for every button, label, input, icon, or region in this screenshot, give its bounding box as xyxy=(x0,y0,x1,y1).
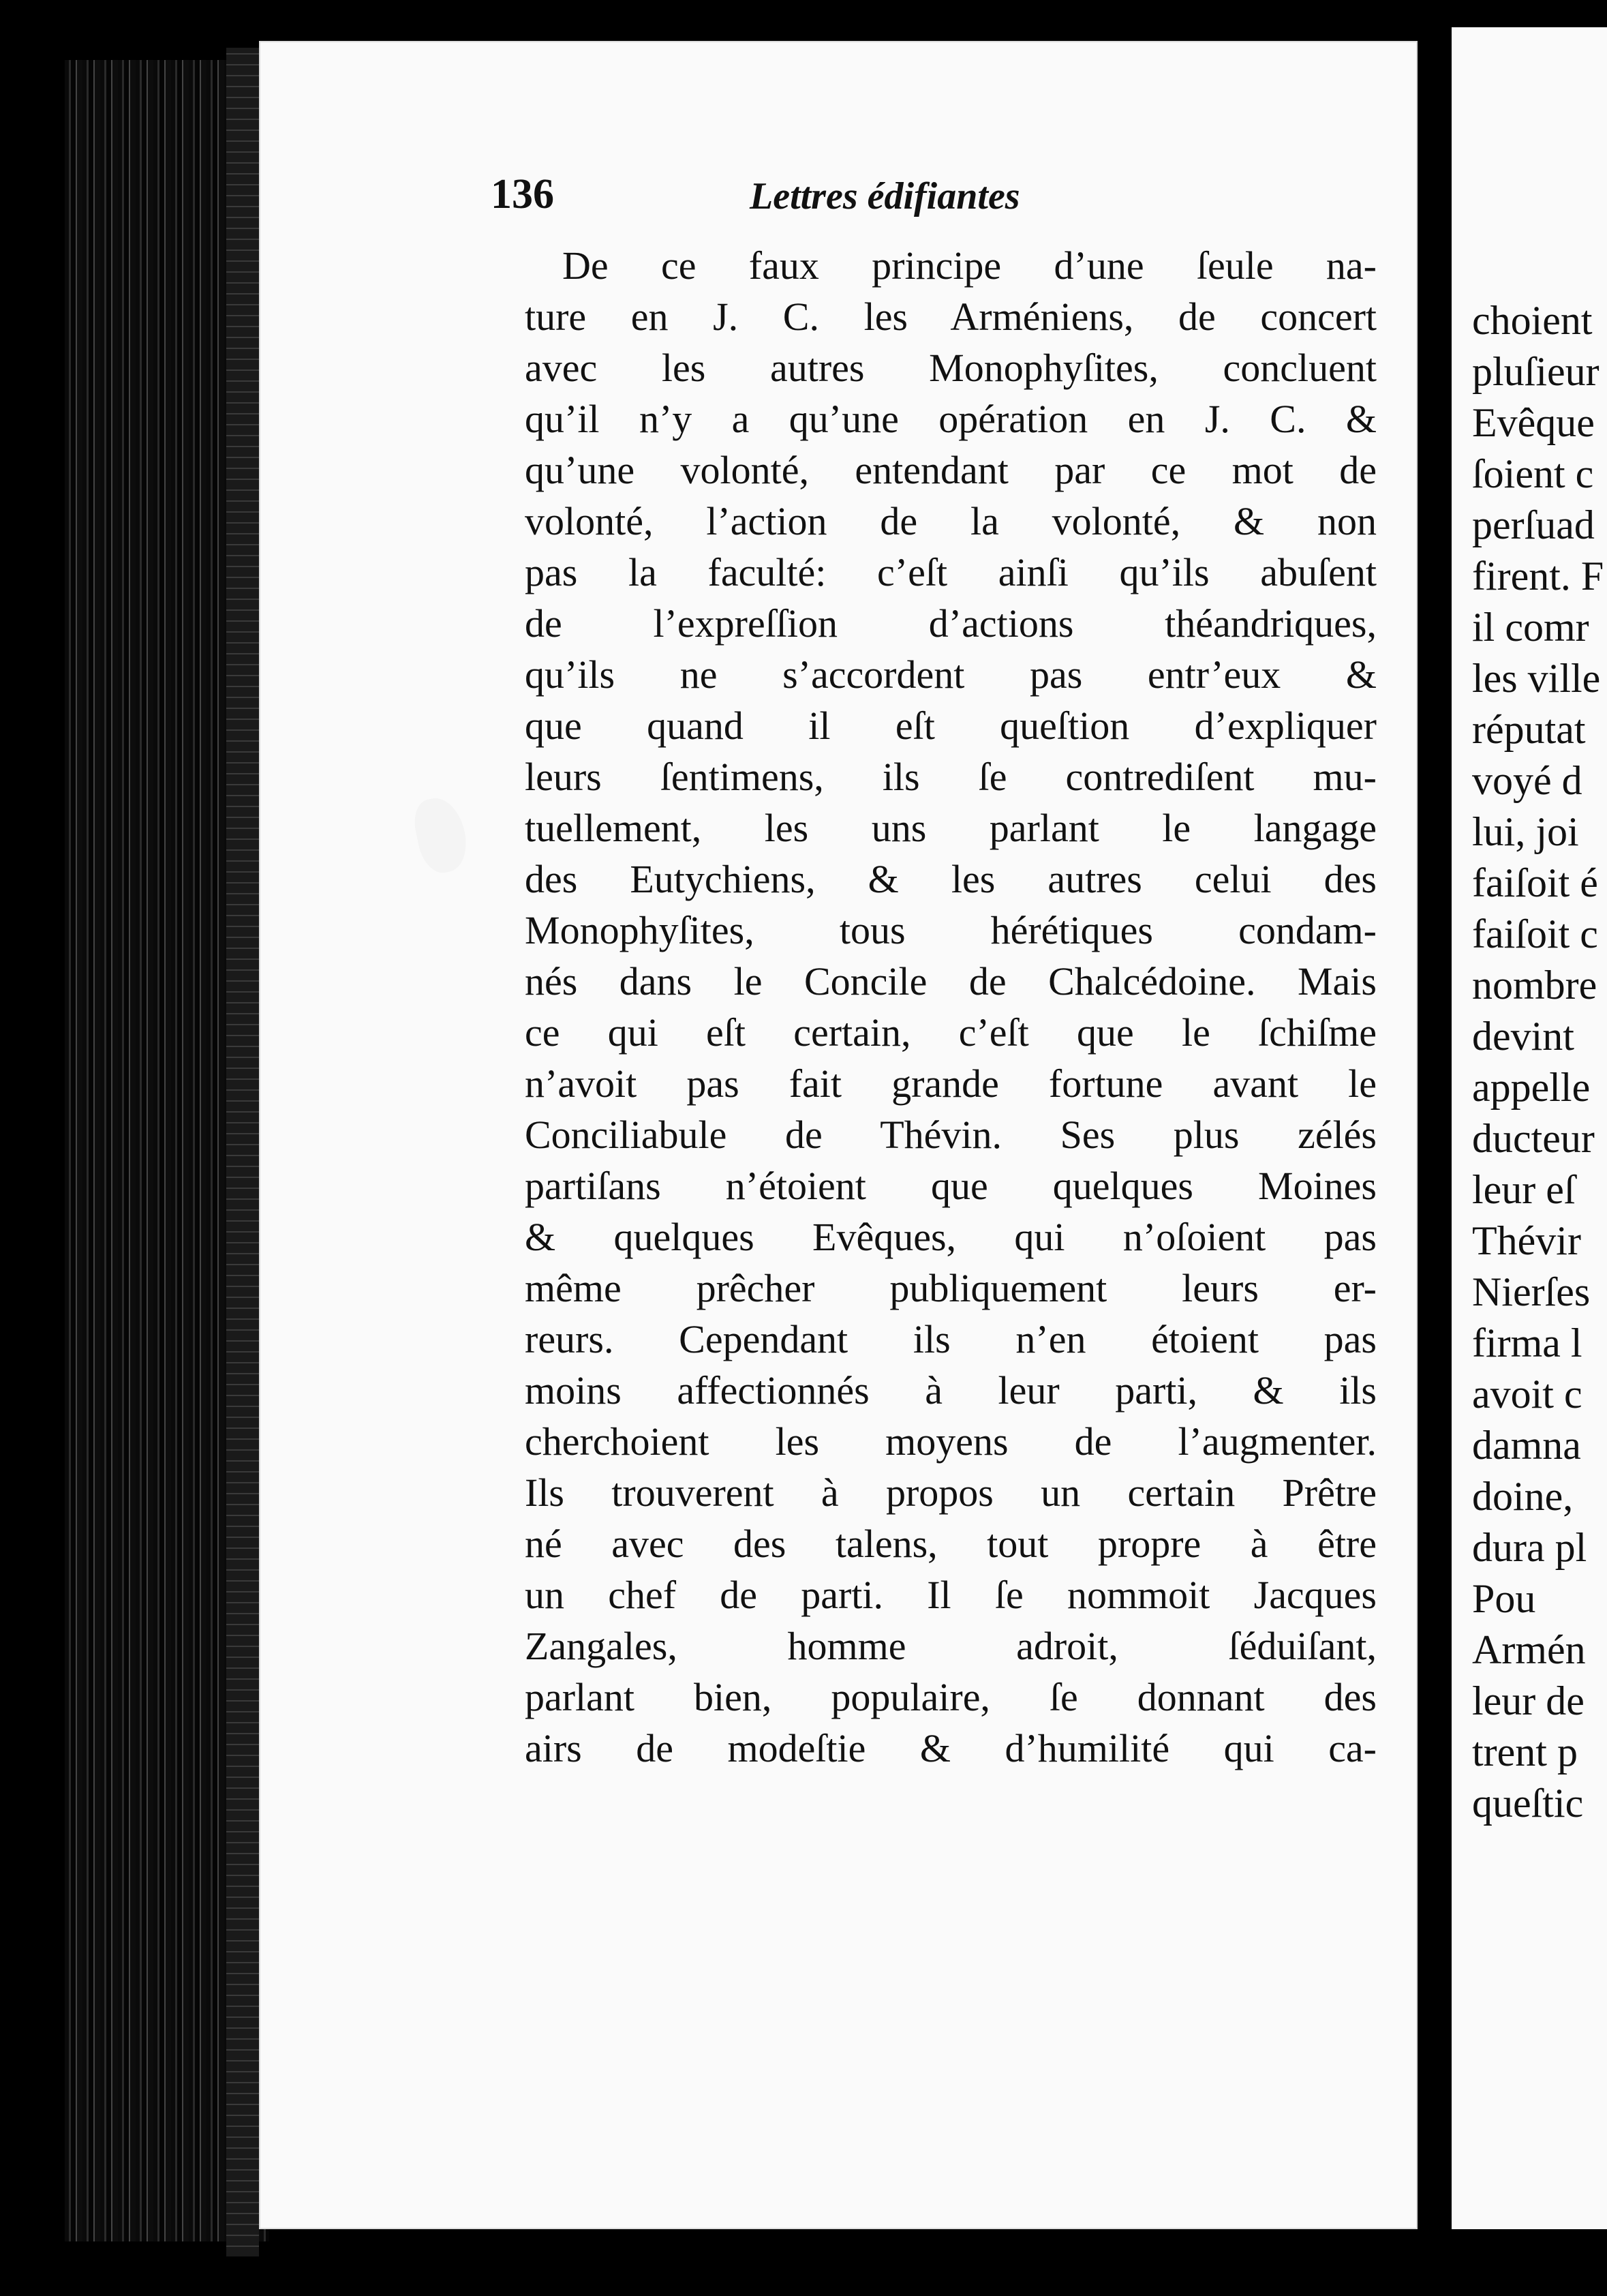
body-text xyxy=(525,240,1377,1774)
facing-line-fragment: perſuad xyxy=(1472,502,1595,547)
text-line: ce qui eſt certain, c’eſt que le ſchiſme xyxy=(525,1010,1377,1055)
facing-line-fragment: ſoient c xyxy=(1472,451,1594,496)
paper-blemish xyxy=(410,794,472,877)
text-line: cherchoient les moyens de l’augmenter. xyxy=(525,1419,1377,1464)
text-line: parlant bien, populaire, ſe donnant des xyxy=(525,1675,1377,1719)
facing-line-fragment: choient xyxy=(1472,298,1593,343)
facing-line-fragment: Nierſes xyxy=(1472,1269,1591,1314)
facing-line-fragment: devint xyxy=(1472,1014,1574,1059)
facing-line-fragment: doine, xyxy=(1472,1474,1574,1519)
text-line: qu’ils ne s’accordent pas entr’eux & xyxy=(525,652,1377,697)
text-line: né avec des talens, tout propre à être xyxy=(525,1522,1377,1566)
facing-line-fragment: il comr xyxy=(1472,605,1589,650)
facing-line-fragment: queſtic xyxy=(1472,1781,1584,1826)
running-title: Lettres édifiantes xyxy=(750,175,1020,217)
text-line: un chef de parti. Il ſe nommoit Jacques xyxy=(525,1573,1377,1617)
text-line: qu’une volonté, entendant par ce mot de xyxy=(525,448,1377,492)
facing-line-fragment: Pou xyxy=(1472,1576,1536,1621)
facing-line-fragment: dura pl xyxy=(1472,1525,1587,1570)
facing-line-fragment: trent p xyxy=(1472,1729,1578,1774)
page-number: 136 xyxy=(491,171,554,217)
page-header xyxy=(491,170,1390,225)
text-line: pas la faculté: c’eſt ainſi qu’ils abuſent xyxy=(525,550,1377,594)
facing-line-fragment: les ville xyxy=(1472,656,1601,701)
facing-line-fragment: firent. F xyxy=(1472,554,1604,599)
text-line: Conciliabule de Thévin. Ses plus zélés xyxy=(525,1113,1377,1157)
text-line: & quelques Evêques, qui n’oſoient pas xyxy=(525,1215,1377,1259)
text-line: qu’il n’y a qu’une opération en J. C. & xyxy=(525,397,1377,441)
binding-edge xyxy=(226,48,259,2256)
text-line: partiſans n’étoient que quelques Moines xyxy=(525,1164,1377,1208)
text-line: de l’expreſſion d’actions théandriques, xyxy=(525,601,1377,646)
text-line: reurs. Cependant ils n’en étoient pas xyxy=(525,1317,1377,1361)
text-line: moins affectionnés à leur parti, & ils xyxy=(525,1368,1377,1413)
text-line: Ils trouverent à propos un certain Prêtre xyxy=(525,1470,1377,1515)
text-line: ture en J. C. les Arméniens, de concert xyxy=(525,294,1377,339)
facing-line-fragment: ducteur xyxy=(1472,1116,1595,1161)
facing-line-fragment: faiſoit c xyxy=(1472,911,1598,956)
facing-line-fragment: Armén xyxy=(1472,1627,1586,1672)
text-line: n’avoit pas fait grande fortune avant le xyxy=(525,1061,1377,1106)
facing-line-fragment: Thévir xyxy=(1472,1218,1581,1263)
facing-line-fragment: voyé d xyxy=(1472,758,1582,803)
facing-line-fragment: leur eſ xyxy=(1472,1167,1576,1212)
text-line: que quand il eſt queſtion d’expliquer xyxy=(525,704,1377,748)
facing-line-fragment: faiſoit é xyxy=(1472,860,1598,905)
text-line: volonté, l’action de la volonté, & non xyxy=(525,499,1377,543)
facing-line-fragment: leur de xyxy=(1472,1678,1585,1723)
text-line: avec les autres Monophyſites, concluent xyxy=(525,346,1377,390)
facing-line-fragment: Evêque xyxy=(1472,400,1595,445)
facing-line-fragment: damna xyxy=(1472,1423,1581,1468)
text-line: airs de modeſtie & d’humilité qui ca- xyxy=(525,1726,1377,1770)
facing-line-fragment: appelle xyxy=(1472,1065,1591,1110)
facing-line-fragment: pluſieur xyxy=(1472,349,1600,394)
text-line: Zangales, homme adroit, ſéduiſant, xyxy=(525,1624,1377,1668)
text-line: leurs ſentimens, ils ſe contrediſent mu- xyxy=(525,755,1377,799)
facing-line-fragment: avoit c xyxy=(1472,1372,1582,1417)
text-line: des Eutychiens, & les autres celui des xyxy=(525,857,1377,901)
facing-line-fragment: réputat xyxy=(1472,707,1586,752)
text-line: même prêcher publiquement leurs er- xyxy=(525,1266,1377,1310)
text-line: nés dans le Concile de Chalcédoine. Mais xyxy=(525,959,1377,1003)
facing-line-fragment: firma l xyxy=(1472,1320,1582,1365)
facing-page xyxy=(1452,27,1607,2229)
text-line: De ce faux principe d’une ſeule na- xyxy=(562,243,1377,288)
facing-line-fragment: lui, joi xyxy=(1472,809,1579,854)
facing-line-fragment: nombre xyxy=(1472,963,1597,1008)
text-line: Monophyſites, tous hérétiques condam- xyxy=(525,908,1377,952)
text-line: tuellement, les uns parlant le langage xyxy=(525,806,1377,850)
